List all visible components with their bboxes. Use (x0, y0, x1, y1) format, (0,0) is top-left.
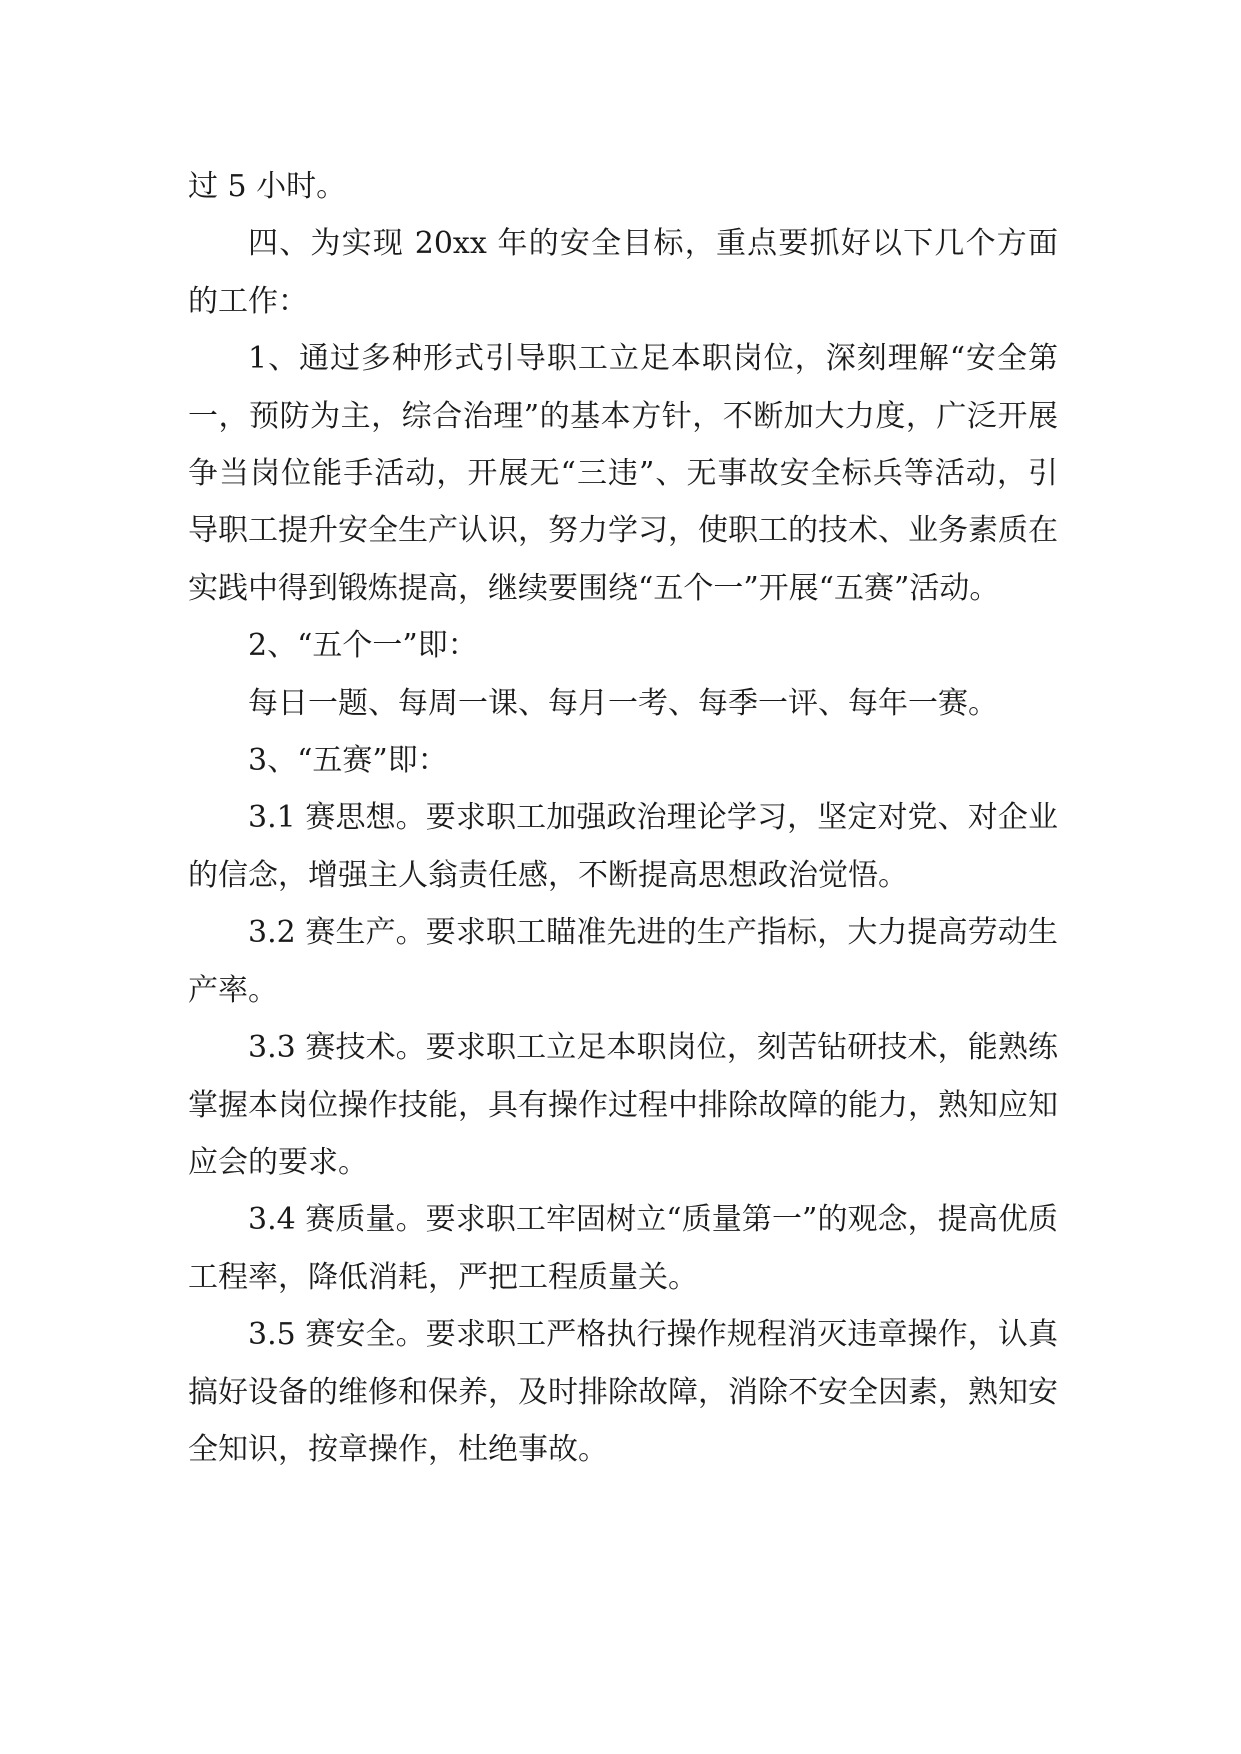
paragraph-7: 3.1 赛思想。要求职工加强政治理论学习，坚定对党、对企业的信念，增强主人翁责任感，不断提高思想政治觉悟。 (188, 800, 1058, 893)
document-body (188, 158, 1058, 1478)
paragraph-5: 每日一题、每周一课、每月一考、每季一评、每年一赛。 (248, 685, 998, 721)
paragraph-8: 3.2 赛生产。要求职工瞄准先进的生产指标，大力提高劳动生产率。 (188, 915, 1058, 1008)
paragraph-4: 2、“五个一”即： (248, 628, 478, 664)
paragraph-11: 3.5 赛安全。要求职工严格执行操作规程消灭违章操作，认真搞好设备的维修和保养，及时排除故障，消除不安全因素，熟知安全知识，按章操作，杜绝事故。 (188, 1317, 1058, 1467)
paragraph-1: 过 5 小时。 (188, 169, 347, 204)
paragraph-2: 四、为实现 20xx 年的安全目标，重点要抓好以下几个方面的工作： (188, 226, 1058, 319)
paragraph-6: 3、“五赛”即： (248, 743, 448, 779)
paragraph-9: 3.3 赛技术。要求职工立足本职岗位，刻苦钻研技术，能熟练掌握本岗位操作技能，具有操作过程中排除故障的能力，熟知应知应会的要求。 (188, 1030, 1058, 1180)
paragraph-10: 3.4 赛质量。要求职工牢固树立“质量第一”的观念，提高优质工程率，降低消耗，严把工程质量关。 (188, 1202, 1058, 1295)
paragraph-3: 1、通过多种形式引导职工立足本职岗位，深刻理解“安全第一，预防为主，综合治理”的基本方针，不断加大力度，广泛开展争当岗位能手活动，开展无“三违”、无事故安全标兵等活动，引导职工提升安全生产认识，努力学习，使职工的技术、业务素质在实践中得到锻炼提高，继续要围绕“五个一”开展“五赛”活动。 (188, 341, 1058, 606)
